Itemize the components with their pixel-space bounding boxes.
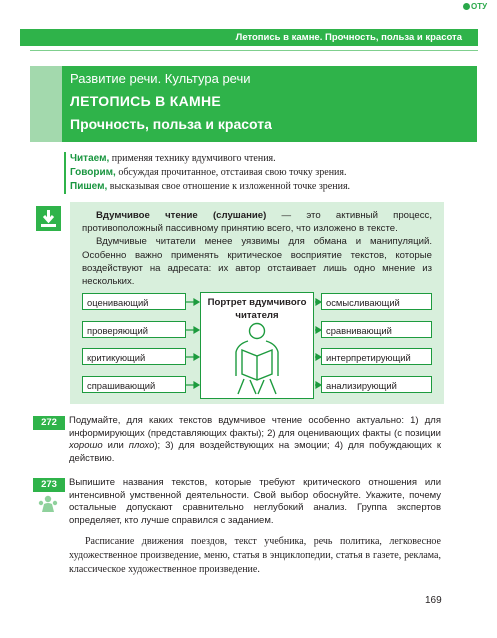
section-title: Развитие речи. Культура речи — [70, 71, 251, 86]
definition-text: Вдумчивое чтение (слушание) — это активный процесс, противоположный пассивному принятию всего, что изложено в тексте. Вдумчивые читатели менее уязвимы для обмана и манипуляций. Особенно важно применять критическое восприятие текстов, которые воздействуют на адресата: их автор отстаивает лишь одно мнение из нескольких. — [82, 210, 433, 288]
goal-speaking: Говорим, обсуждая прочитанное, отстаивая свою точку зрения. — [70, 167, 347, 178]
group-work-icon — [37, 495, 59, 513]
task-number-272: 272 — [33, 416, 65, 430]
trait-right-4: анализирующий — [321, 376, 432, 393]
running-header: Летопись в камне. Прочность, польза и красота — [20, 29, 478, 46]
trait-right-3: интерпретирующий — [321, 348, 432, 365]
trait-left-3: критикующий — [82, 348, 186, 365]
reader-portrait-title: Портрет вдумчивого читателя — [207, 297, 307, 321]
page-number: 169 — [425, 595, 442, 606]
trait-left-1: оценивающий — [82, 293, 186, 310]
reader-figure-icon — [228, 322, 286, 396]
trait-right-2: сравнивающий — [321, 321, 432, 338]
text-list-paragraph: Расписание движения поездов, текст учебника, речь политика, легковесное художественное произведение, меню, статья в энциклопедии, статья в газете, реклама, классическое художественное произведение. — [69, 536, 441, 575]
task-number-273: 273 — [33, 478, 65, 492]
trait-right-1: осмысливающий — [321, 293, 432, 310]
lesson-title: ЛЕТОПИСЬ В КАМНЕ — [70, 93, 222, 109]
goal-writing: Пишем, высказывая свое отношение к изложенной точке зрения. — [70, 181, 351, 192]
goal-reading: Читаем, применяя технику вдумчивого чтения. — [70, 153, 276, 164]
task-273-text: Выпишите названия текстов, которые требуют критического отношения или интенсивной умственной деятельности. Свой выбор обоснуйте. Укажите, почему остальные допускают сравнительно неглубокий анализ. Группа экспертов определяет, кто лучше справился с заданием. — [69, 477, 441, 526]
trait-left-2: проверяющий — [82, 321, 186, 338]
lesson-subtitle: Прочность, польза и красота — [70, 116, 272, 132]
task-272-text: Подумайте, для каких текстов вдумчивое чтение особенно актуально: 1) для информирующих (представляющих факты); 2) для оценивающих факты (с позиции хорошо или плохо); 3) для воздействующих на эмоции; 4) для побуждающих к действию. — [69, 415, 441, 464]
trait-left-4: спрашивающий — [82, 376, 186, 393]
publisher-logo: ОТУ — [463, 2, 487, 11]
